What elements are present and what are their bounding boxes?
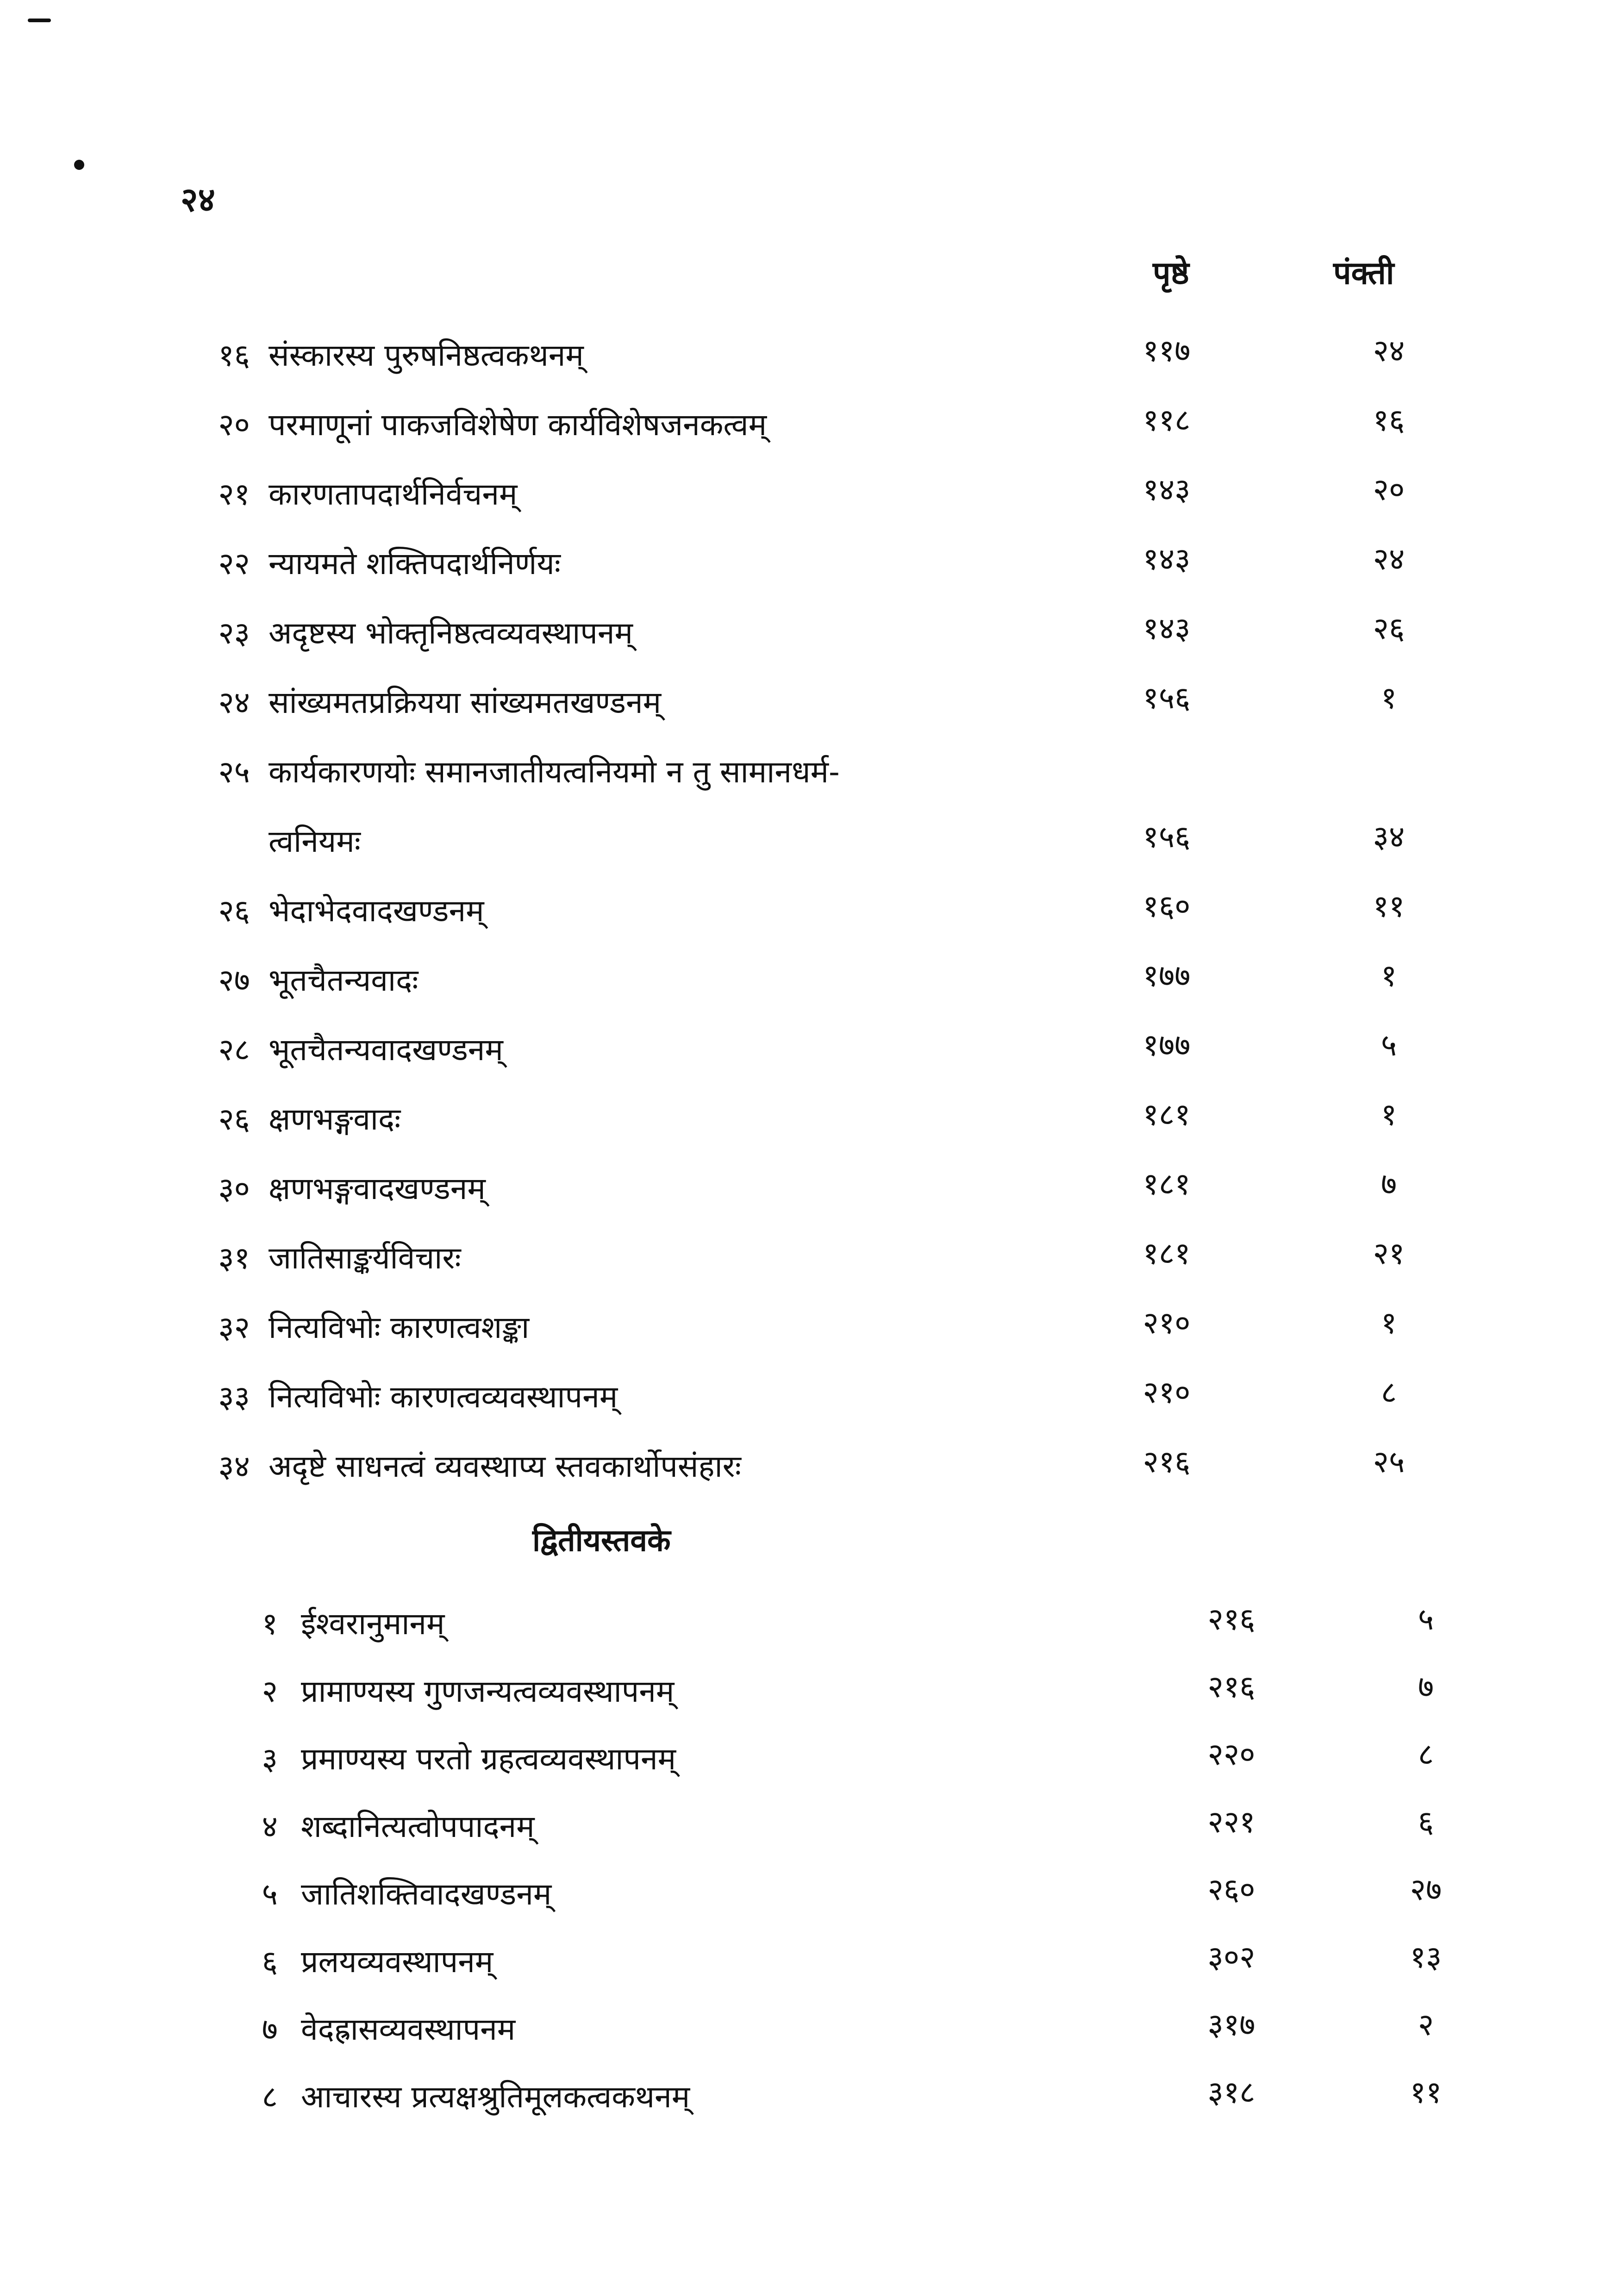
entry-number: ३४ (218, 1449, 250, 1484)
entry-page: २१६ (1207, 1669, 1255, 1705)
toc-entry (0, 2075, 1624, 2126)
entry-page: २६० (1207, 1872, 1255, 1907)
toc-entry (0, 333, 1624, 384)
entry-number: ३१ (218, 1240, 250, 1276)
scan-speck (74, 160, 84, 170)
entry-line: ७ (1418, 1669, 1434, 1705)
entry-number: ४ (262, 1809, 278, 1844)
entry-line: १६ (1373, 402, 1405, 438)
entry-number: २६ (218, 893, 250, 929)
entry-title: क्षणभङ्गवादः (269, 1101, 401, 1137)
entry-page: ११८ (1143, 402, 1191, 438)
entry-page: ३१७ (1207, 2007, 1255, 2042)
toc-entry (0, 542, 1624, 593)
entry-title: प्रमाण्यस्य परतो ग्रहत्वव्यवस्थापनम् (301, 1741, 676, 1777)
entry-line: २४ (1373, 333, 1405, 369)
toc-entry (0, 403, 1624, 454)
entry-number: ६ (262, 1944, 278, 1980)
toc-entry (0, 1167, 1624, 1218)
entry-number: ३ (262, 1741, 278, 1777)
toc-entry (0, 1097, 1624, 1148)
entry-line: २० (1373, 472, 1405, 507)
toc-entry (0, 1669, 1624, 1720)
entry-number: २२ (218, 546, 250, 581)
entry-page: ११७ (1143, 333, 1191, 369)
toc-entry (0, 1940, 1624, 1991)
entry-line: १ (1380, 1097, 1397, 1132)
entry-title: प्रामाण्यस्य गुणजन्यत्वव्यवस्थापनम् (301, 1674, 675, 1709)
entry-line: १३ (1410, 1939, 1442, 1975)
entry-line: ५ (1380, 1027, 1397, 1063)
entry-page: १८१ (1143, 1236, 1191, 1271)
toc-entry (0, 1872, 1624, 1923)
entry-title: प्रलयव्यवस्थापनम् (301, 1944, 493, 1980)
toc-entry (0, 750, 1624, 801)
entry-title: आचारस्य प्रत्यक्षश्रुतिमूलकत्वकथनम् (301, 2079, 690, 2115)
entry-line: १ (1380, 1305, 1397, 1341)
entry-title: अदृष्टस्य भोक्तृनिष्ठत्वव्यवस्थापनम् (269, 615, 633, 651)
entry-line: १ (1380, 680, 1397, 716)
entry-line: २१ (1373, 1236, 1405, 1271)
entry-page: १४३ (1143, 472, 1191, 507)
entry-line: ८ (1380, 1374, 1397, 1410)
entry-page: २२१ (1207, 1804, 1255, 1840)
entry-page: १४३ (1143, 611, 1191, 646)
entry-page: १८१ (1143, 1166, 1191, 1202)
column-header-line: पंक्ती (1333, 255, 1394, 292)
entry-title: अदृष्टे साधनत्वं व्यवस्थाप्य स्तवकार्थोपसंहारः (269, 1449, 741, 1484)
section-heading: द्वितीयस्तवके (532, 1523, 671, 1558)
toc-entry (0, 2007, 1624, 2058)
entry-line: ५ (1418, 1601, 1434, 1637)
entry-title: क्षणभङ्गवादखण्डनम् (269, 1171, 486, 1206)
entry-title: परमाणूनां पाकजविशेषेण कार्यविशेषजनकत्वम् (269, 407, 767, 443)
entry-page: ३०२ (1207, 1939, 1255, 1975)
entry-page: १४३ (1143, 541, 1191, 577)
entry-title: सांख्यमतप्रक्रियया सांख्यमतखण्डनम् (269, 685, 662, 720)
entry-page: १८१ (1143, 1097, 1191, 1132)
entry-number: २४ (218, 685, 250, 720)
entry-line: १ (1380, 958, 1397, 993)
entry-number: २० (218, 407, 250, 443)
entry-number: ७ (262, 2011, 278, 2047)
entry-title: नित्यविभोः कारणत्वव्यवस्थापनम् (269, 1379, 618, 1415)
entry-title: कारणतापदार्थनिर्वचनम् (269, 476, 518, 512)
toc-entry (0, 958, 1624, 1009)
entry-title: ईश्वरानुमानम् (301, 1606, 445, 1642)
toc-entry (0, 1236, 1624, 1287)
entry-number: २ (262, 1674, 278, 1709)
entry-number: २६ (218, 1101, 250, 1137)
entry-line: ११ (1373, 888, 1405, 924)
entry-page: ३१८ (1207, 2074, 1255, 2110)
toc-entry (0, 1602, 1624, 1653)
entry-number: २७ (218, 962, 250, 998)
entry-title: जातिशक्तिवादखण्डनम् (301, 1876, 552, 1912)
entry-number: २१ (218, 476, 250, 512)
toc-entry (0, 1805, 1624, 1855)
entry-line: २४ (1373, 541, 1405, 577)
entry-line: ३४ (1373, 819, 1405, 855)
entry-title: त्वनियमः (269, 824, 361, 859)
entry-line: २५ (1373, 1444, 1405, 1480)
entry-title: संस्कारस्य पुरुषनिष्ठत्वकथनम् (269, 337, 584, 373)
entry-title: नित्यविभोः कारणत्वशङ्का (269, 1310, 530, 1345)
entry-number: २३ (218, 615, 250, 651)
entry-line: २ (1418, 2007, 1434, 2042)
toc-entry (0, 611, 1624, 662)
entry-number: २८ (218, 1032, 250, 1068)
entry-title: भेदाभेदवादखण्डनम् (269, 893, 484, 929)
entry-page: १५६ (1143, 819, 1191, 855)
entry-title: न्यायमते शक्तिपदार्थनिर्णयः (269, 546, 561, 581)
entry-line: २६ (1373, 611, 1405, 646)
entry-page: १६० (1143, 888, 1191, 924)
entry-line: ६ (1418, 1804, 1434, 1840)
entry-number: १ (262, 1606, 278, 1642)
entry-title: भूतचैतन्यवादः (269, 962, 418, 998)
entry-number: ८ (262, 2079, 278, 2115)
entry-page: १५६ (1143, 680, 1191, 716)
toc-entry (0, 1444, 1624, 1495)
toc-entry (0, 889, 1624, 940)
toc-entry (0, 1737, 1624, 1788)
entry-number: २५ (218, 754, 250, 790)
entry-page: २१६ (1143, 1444, 1191, 1480)
entry-page: २१० (1143, 1374, 1191, 1410)
entry-page: २१० (1143, 1305, 1191, 1341)
entry-line: ८ (1418, 1736, 1434, 1772)
entry-title: शब्दानित्यत्वोपपादनम् (301, 1809, 535, 1844)
entry-title: वेदह्रासव्यवस्थापनम (301, 2011, 516, 2047)
toc-entry (0, 1375, 1624, 1426)
toc-entry (0, 1305, 1624, 1356)
entry-number: ३३ (218, 1379, 250, 1415)
entry-page: २१६ (1207, 1601, 1255, 1637)
toc-entry (0, 472, 1624, 523)
entry-number: ३२ (218, 1310, 250, 1345)
entry-line: २७ (1410, 1872, 1442, 1907)
entry-line: ११ (1410, 2074, 1442, 2110)
entry-number: ३० (218, 1171, 250, 1206)
toc-entry (0, 819, 1624, 870)
toc-entry (0, 681, 1624, 731)
entry-page: १७७ (1143, 958, 1191, 993)
entry-title: भूतचैतन्यवादखण्डनम् (269, 1032, 503, 1068)
entry-title: कार्यकारणयोः समानजातीयत्वनियमो न तु सामानधर्म- (269, 754, 840, 790)
scan-speck (28, 19, 51, 22)
entry-line: ७ (1380, 1166, 1397, 1202)
entry-number: १६ (218, 337, 250, 373)
entry-page: १७७ (1143, 1027, 1191, 1063)
entry-number: ५ (262, 1876, 278, 1912)
entry-page: २२० (1207, 1736, 1255, 1772)
page-number: २४ (181, 180, 215, 219)
entry-title: जातिसाङ्कर्यविचारः (269, 1240, 461, 1276)
column-header-page: पृष्ठे (1153, 255, 1189, 292)
toc-entry (0, 1028, 1624, 1079)
